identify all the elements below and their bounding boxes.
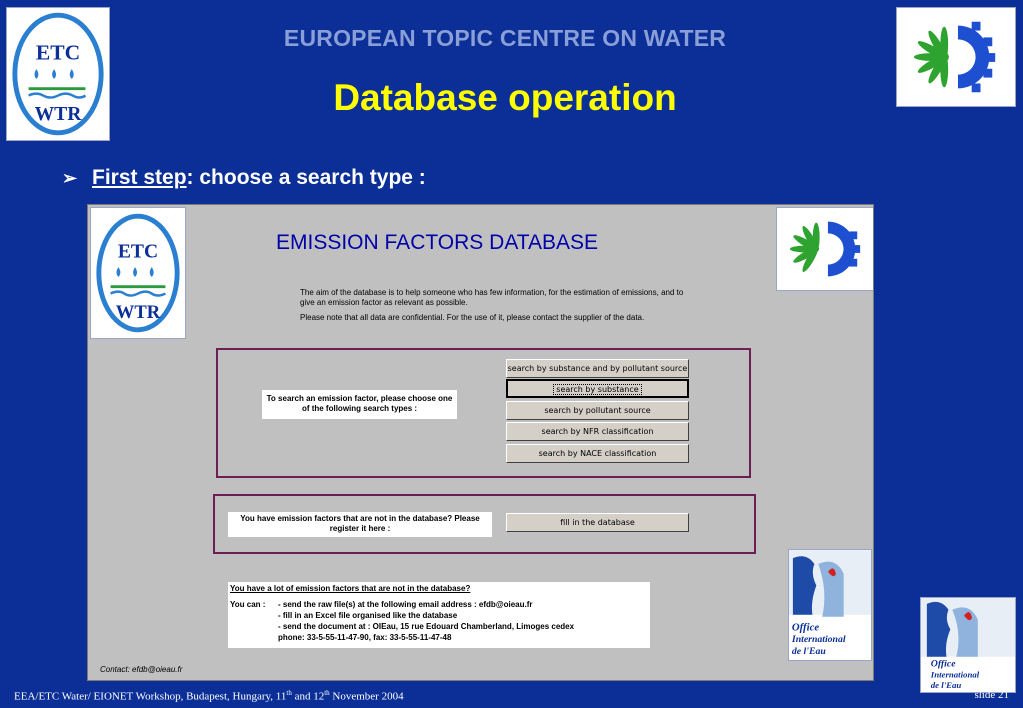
button-label: search by NFR classification [541,427,654,436]
slide-footer [14,689,404,703]
info-row [230,610,648,621]
contact-email: Contact: efdb@oieau.fr [100,665,183,674]
bullet-first-step [62,166,426,190]
register-prompt: You have emission factors that are not in the database? Please register it here : [228,512,492,537]
database-title: EMISSION FACTORS DATABASE [276,231,599,254]
footer-text-3: November 2004 [329,690,404,703]
footer-text-1: EEA/ETC Water/ EIONET Workshop, Budapest, Hungary, 11 [14,690,287,703]
office-international-eau-logo [920,597,1016,693]
search-pollutant-source-button[interactable] [506,401,689,420]
search-nfr-button[interactable] [506,422,689,441]
oi-logo-text-1: Office [791,621,820,634]
etc-logo-text-top: ETC [35,40,81,65]
footer-text-2: and 12 [291,690,325,703]
button-label: search by substance and by pollutant source [507,364,688,373]
info-row [230,632,648,643]
info-heading: You have a lot of emission factors that are not in the database? [230,584,471,593]
emission-factors-app-window [87,204,874,681]
first-step-label: First step [92,166,187,189]
gear-leaf-logo [896,7,1016,107]
footer-sup-1: th [286,689,292,697]
oi-logo-text-3: de l'Eau [930,680,962,691]
slide-number: slide 21 [974,689,1009,701]
button-label: fill in the database [560,518,635,527]
info-line-phone: phone: 33-5-55-11-47-90, fax: 33-5-55-11-47-48 [278,633,452,642]
oi-logo-text-3: de l'Eau [791,645,826,657]
arrow-bullet-icon: ➢ [62,168,78,188]
office-international-eau-logo [788,549,872,661]
info-line-email: - send the raw file(s) at the following email address : efdb@oieau.fr [278,600,533,609]
footer-sup-2: th [324,689,330,697]
intro-paragraph-confidential: Please note that all data are confidential. For the use of it, please contact the supplier of the data. [300,313,645,322]
etc-logo-text-bottom: WTR [115,302,161,324]
button-label: search by pollutant source [544,406,651,415]
fill-in-database-button[interactable] [506,513,689,532]
slide-title: Database operation [333,77,677,118]
button-label: search by NACE classification [538,449,657,458]
search-nace-button[interactable] [506,444,689,463]
first-step-text: : choose a search type : [186,166,426,189]
info-row [230,621,648,632]
info-can-label: You can : [230,600,266,609]
etc-wtr-logo [90,207,186,339]
gear-leaf-logo [776,207,874,291]
oi-logo-text-2: International [930,669,980,680]
search-substance-pollutant-button[interactable] [506,359,689,378]
search-instructions: To search an emission factor, please choose one of the following search types : [262,390,457,419]
org-title: EUROPEAN TOPIC CENTRE ON WATER [283,25,727,51]
etc-logo-text-top: ETC [117,241,159,263]
info-line-excel: - fill in an Excel file organised like the database [278,611,458,620]
bulk-submission-info [228,582,650,648]
search-substance-button[interactable] [506,379,689,398]
info-row [230,599,648,610]
info-line-address: - send the document at : OIEau, 15 rue Edouard Chamberland, Limoges cedex [278,622,575,631]
etc-logo-text-bottom: WTR [34,104,82,126]
intro-text [300,288,700,328]
button-label: search by substance [556,385,639,394]
oi-logo-text-2: International [791,634,846,646]
etc-wtr-logo [6,7,110,141]
intro-paragraph-aim: The aim of the database is to help someone who has few information, for the estimation of emissions, and to give an emission factor as relevant as possible. [300,288,684,307]
oi-logo-text-1: Office [930,658,956,670]
